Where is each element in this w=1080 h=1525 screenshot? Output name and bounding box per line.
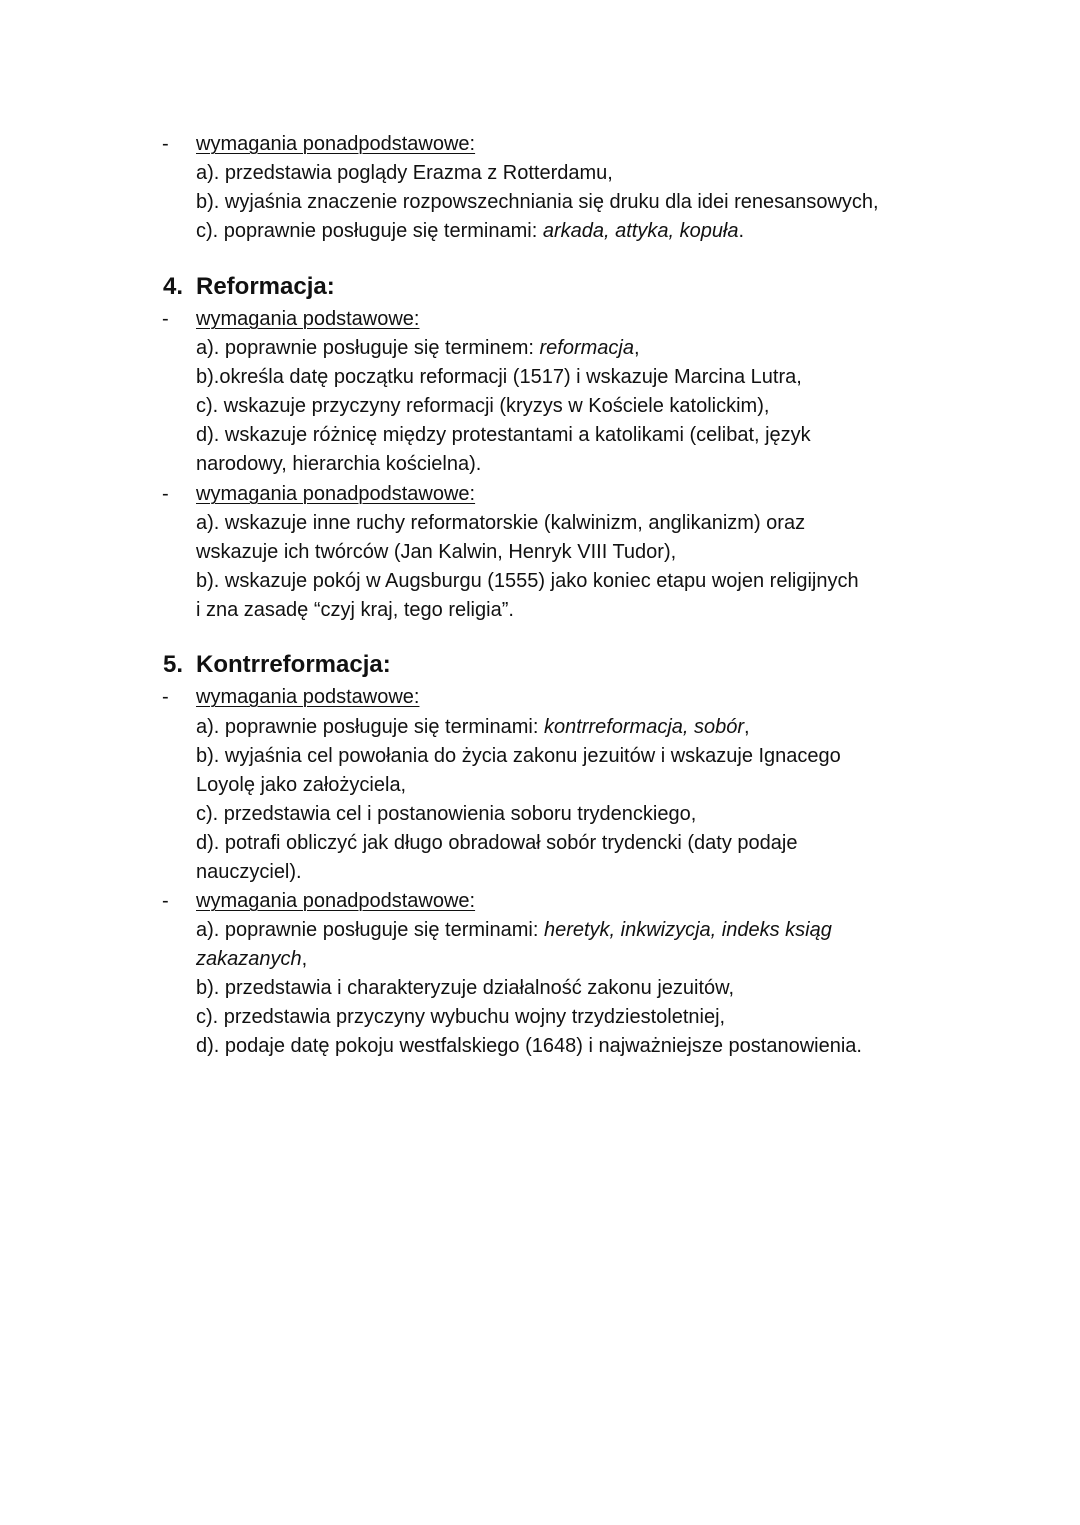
requirement-item: b). wskazuje pokój w Augsburgu (1555) jako koniec etapu wojen religijnych bbox=[196, 570, 859, 592]
advanced-requirements-label: wymagania ponadpodstawowe: bbox=[196, 133, 476, 155]
term-list: reformacja bbox=[539, 337, 634, 359]
requirement-item: d). podaje datę pokoju westfalskiego (1648) i najważniejsze postanowienia. bbox=[196, 1035, 862, 1057]
requirement-item: b).określa datę początku reformacji (1517) i wskazuje Marcina Lutra, bbox=[196, 366, 802, 388]
requirement-item bbox=[196, 916, 832, 945]
requirement-item: d). potrafi obliczyć jak długo obradował sobór trydencki (daty podaje bbox=[196, 832, 798, 854]
list-bullet-dash: - bbox=[162, 890, 169, 912]
requirement-item: b). wyjaśnia znaczenie rozpowszechniania się druku dla idei renesansowych, bbox=[196, 191, 879, 213]
advanced-requirements-label: wymagania ponadpodstawowe: bbox=[196, 483, 476, 505]
requirement-item: c). wskazuje przyczyny reformacji (kryzys w Kościele katolickim), bbox=[196, 395, 770, 417]
requirement-item-continued: narodowy, hierarchia kościelna). bbox=[196, 453, 482, 475]
list-bullet-dash: - bbox=[162, 133, 169, 155]
item-punct: , bbox=[301, 948, 308, 970]
requirement-item bbox=[196, 217, 744, 246]
item-punct: , bbox=[744, 716, 750, 738]
requirement-item: a). wskazuje inne ruchy reformatorskie (kalwinizm, anglikanizm) oraz bbox=[196, 512, 806, 534]
basic-requirements-label: wymagania podstawowe: bbox=[196, 308, 420, 330]
section-title: Reformacja: bbox=[196, 273, 335, 300]
list-bullet-dash: - bbox=[162, 308, 169, 330]
list-bullet-dash: - bbox=[162, 483, 169, 505]
requirement-item: a). przedstawia poglądy Erazma z Rotterdamu, bbox=[196, 162, 613, 184]
item-text: a). poprawnie posługuje się terminami: bbox=[196, 716, 544, 738]
term-list: heretyk, inkwizycja, indeks ksiąg bbox=[543, 919, 832, 941]
item-text: a). poprawnie posługuje się terminami: bbox=[196, 919, 544, 941]
term-list: zakazanych bbox=[196, 948, 302, 970]
requirement-item-continued: i zna zasadę “czyj kraj, tego religia”. bbox=[196, 599, 514, 621]
requirement-item-continued: wskazuje ich twórców (Jan Kalwin, Henryk VIII Tudor), bbox=[196, 541, 677, 563]
requirement-item: b). przedstawia i charakteryzuje działalność zakonu jezuitów, bbox=[196, 977, 735, 999]
term-list: arkada, attyka, kopuła bbox=[542, 220, 739, 242]
section-heading-kontrreformacja bbox=[163, 649, 391, 681]
requirement-item-continued: Loyolę jako założyciela, bbox=[196, 774, 407, 796]
section-heading-reformacja bbox=[163, 271, 335, 303]
item-punct: . bbox=[738, 220, 745, 242]
section-number: 4. bbox=[163, 273, 184, 300]
item-text: a). poprawnie posługuje się terminem: bbox=[196, 337, 540, 359]
item-text: c). poprawnie posługuje się terminami: bbox=[196, 220, 543, 242]
basic-requirements-label: wymagania podstawowe: bbox=[196, 686, 420, 708]
list-bullet-dash: - bbox=[162, 686, 169, 708]
requirement-item-continued: nauczyciel). bbox=[196, 861, 302, 883]
item-punct: , bbox=[634, 337, 640, 359]
requirement-item bbox=[196, 334, 640, 363]
requirement-item: d). wskazuje różnicę między protestantami a katolikami (celibat, język bbox=[196, 424, 811, 446]
requirement-item-continued bbox=[196, 945, 307, 974]
advanced-requirements-label: wymagania ponadpodstawowe: bbox=[196, 890, 476, 912]
section-title: Kontrreformacja: bbox=[196, 651, 391, 678]
section-number: 5. bbox=[163, 651, 184, 678]
term-list: kontrreformacja, sobór bbox=[543, 716, 745, 738]
requirement-item bbox=[196, 713, 750, 742]
requirement-item: c). przedstawia przyczyny wybuchu wojny trzydziestoletniej, bbox=[196, 1006, 726, 1028]
requirement-item: c). przedstawia cel i postanowienia soboru trydenckiego, bbox=[196, 803, 697, 825]
requirement-item: b). wyjaśnia cel powołania do życia zakonu jezuitów i wskazuje Ignacego bbox=[196, 745, 841, 767]
